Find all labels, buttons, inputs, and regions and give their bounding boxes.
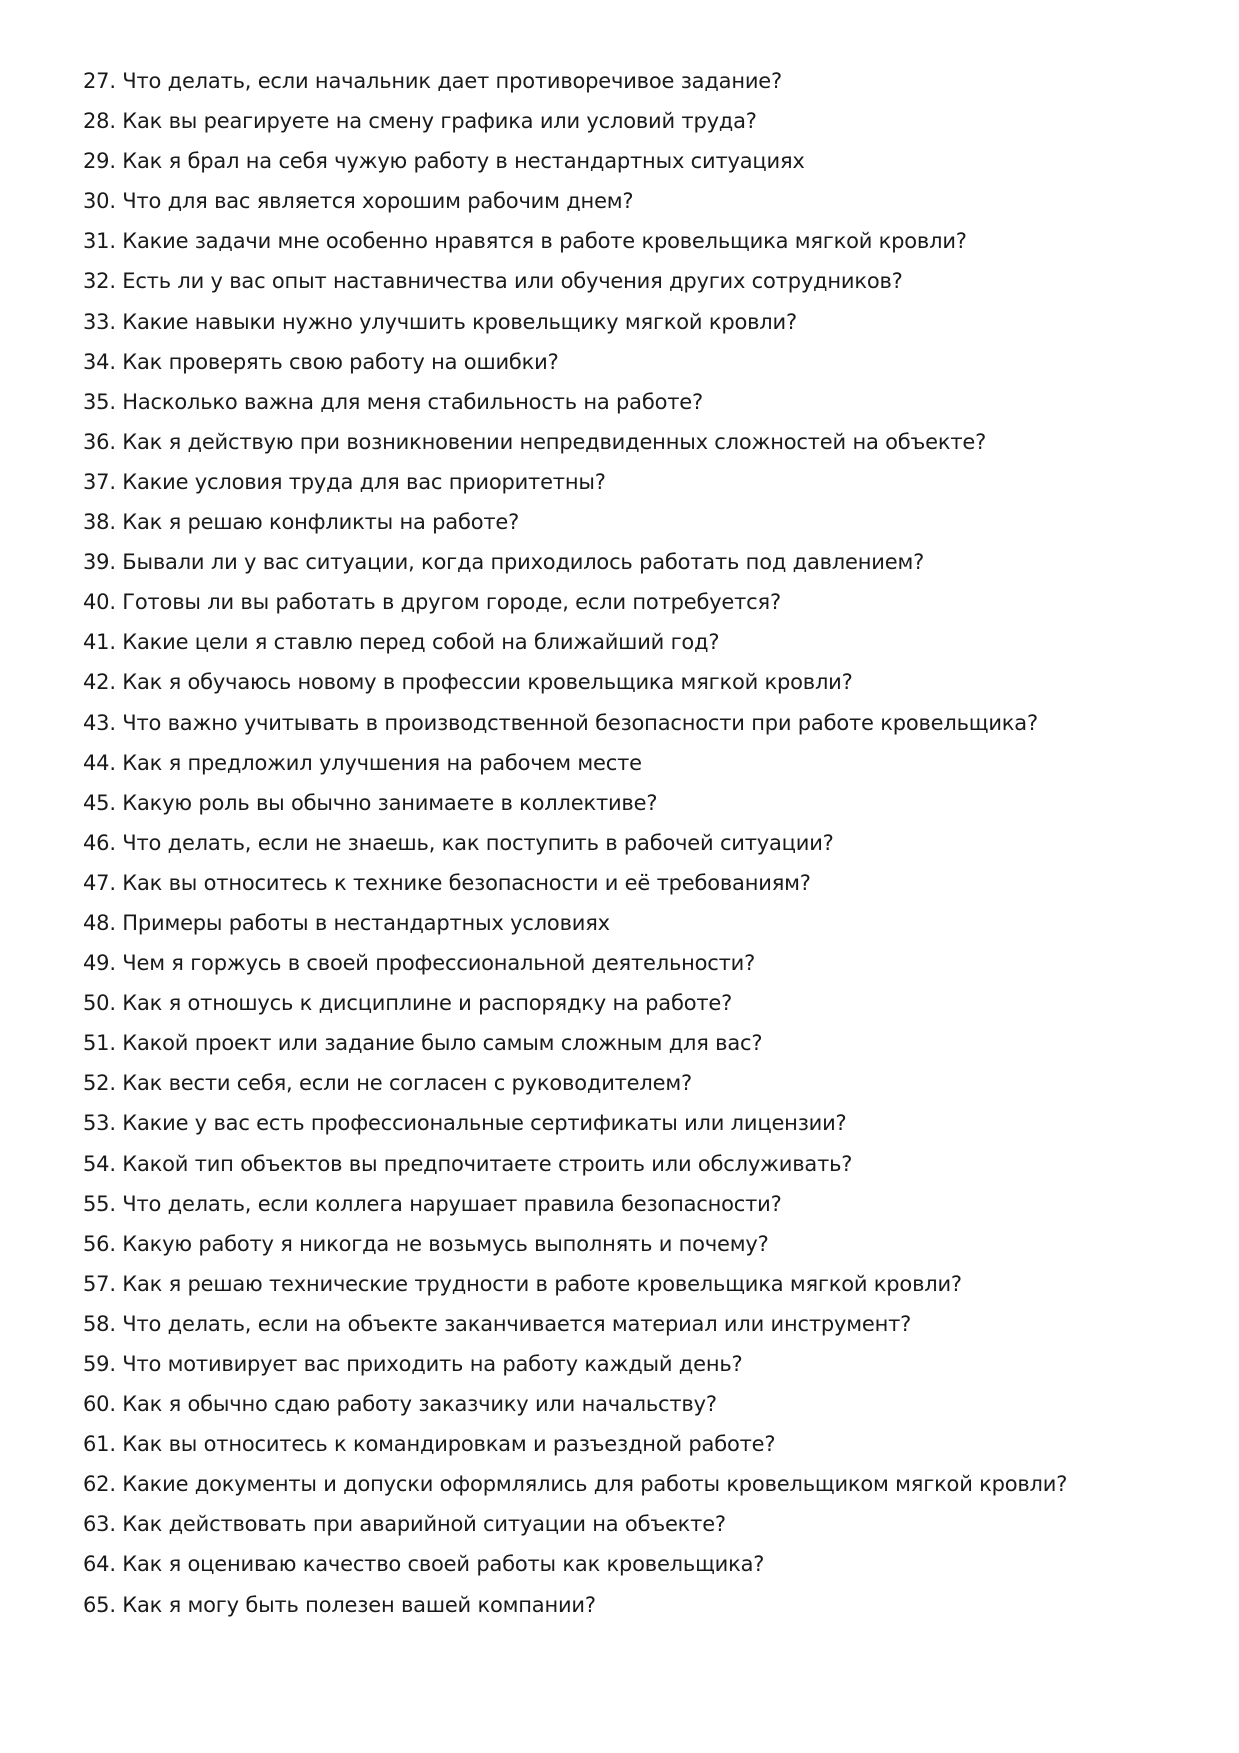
question-item: 60. Как я обычно сдаю работу заказчику или начальству? bbox=[83, 1392, 717, 1417]
question-item: 35. Насколько важна для меня стабильность на работе? bbox=[83, 389, 703, 414]
question-item: 39. Бывали ли у вас ситуации, когда приходилось работать под давлением? bbox=[83, 550, 925, 575]
question-item: 61. Как вы относитесь к командировкам и разъездной работе? bbox=[83, 1432, 776, 1457]
question-item: 40. Готовы ли вы работать в другом городе, если потребуется? bbox=[83, 590, 781, 615]
question-item: 45. Какую роль вы обычно занимаете в коллективе? bbox=[83, 790, 658, 815]
question-item: 62. Какие документы и допуски оформлялись для работы кровельщиком мягкой кровли? bbox=[83, 1472, 1068, 1497]
question-item: 52. Как вести себя, если не согласен с руководителем? bbox=[83, 1071, 692, 1096]
question-item: 46. Что делать, если не знаешь, как поступить в рабочей ситуации? bbox=[83, 830, 834, 855]
question-item: 47. Как вы относитесь к технике безопасности и её требованиям? bbox=[83, 870, 811, 895]
question-item: 64. Как я оцениваю качество своей работы как кровельщика? bbox=[83, 1552, 765, 1577]
question-item: 48. Примеры работы в нестандартных условиях bbox=[83, 910, 610, 935]
question-item: 50. Как я отношусь к дисциплине и распорядку на работе? bbox=[83, 991, 733, 1016]
question-item: 49. Чем я горжусь в своей профессиональной деятельности? bbox=[83, 951, 756, 976]
question-item: 36. Как я действую при возникновении непредвиденных сложностей на объекте? bbox=[83, 429, 987, 454]
question-item: 56. Какую работу я никогда не возьмусь выполнять и почему? bbox=[83, 1231, 769, 1256]
question-item: 32. Есть ли у вас опыт наставничества или обучения других сотрудников? bbox=[83, 269, 903, 294]
question-item: 63. Как действовать при аварийной ситуации на объекте? bbox=[83, 1512, 726, 1537]
question-item: 28. Как вы реагируете на смену графика или условий труда? bbox=[83, 109, 757, 134]
question-item: 34. Как проверять свою работу на ошибки? bbox=[83, 349, 559, 374]
question-item: 58. Что делать, если на объекте заканчивается материал или инструмент? bbox=[83, 1311, 912, 1336]
question-item: 37. Какие условия труда для вас приоритетны? bbox=[83, 469, 606, 494]
question-item: 54. Какой тип объектов вы предпочитаете строить или обслуживать? bbox=[83, 1151, 853, 1176]
question-item: 27. Что делать, если начальник дает противоречивое задание? bbox=[83, 69, 782, 93]
question-item: 44. Как я предложил улучшения на рабочем месте bbox=[83, 750, 642, 775]
question-item: 59. Что мотивирует вас приходить на работу каждый день? bbox=[83, 1352, 743, 1376]
question-item: 41. Какие цели я ставлю перед собой на ближайший год? bbox=[83, 630, 720, 655]
question-item: 53. Какие у вас есть профессиональные сертификаты или лицензии? bbox=[83, 1111, 847, 1136]
question-item: 42. Как я обучаюсь новому в профессии кровельщика мягкой кровли? bbox=[83, 670, 853, 695]
question-item: 43. Что важно учитывать в производственной безопасности при работе кровельщика? bbox=[83, 710, 1038, 735]
question-item: 51. Какой проект или задание было самым сложным для вас? bbox=[83, 1031, 763, 1056]
question-item: 57. Как я решаю технические трудности в работе кровельщика мягкой кровли? bbox=[83, 1271, 962, 1296]
question-item: 31. Какие задачи мне особенно нравятся в работе кровельщика мягкой кровли? bbox=[83, 229, 967, 254]
question-item: 29. Как я брал на себя чужую работу в нестандартных ситуациях bbox=[83, 149, 805, 174]
question-item: 30. Что для вас является хорошим рабочим днем? bbox=[83, 189, 634, 214]
question-item: 55. Что делать, если коллега нарушает правила безопасности? bbox=[83, 1191, 782, 1216]
question-item: 65. Как я могу быть полезен вашей компании? bbox=[83, 1592, 596, 1617]
question-list bbox=[83, 61, 1203, 1625]
question-item: 38. Как я решаю конфликты на работе? bbox=[83, 510, 520, 535]
question-item: 33. Какие навыки нужно улучшить кровельщику мягкой кровли? bbox=[83, 309, 797, 334]
